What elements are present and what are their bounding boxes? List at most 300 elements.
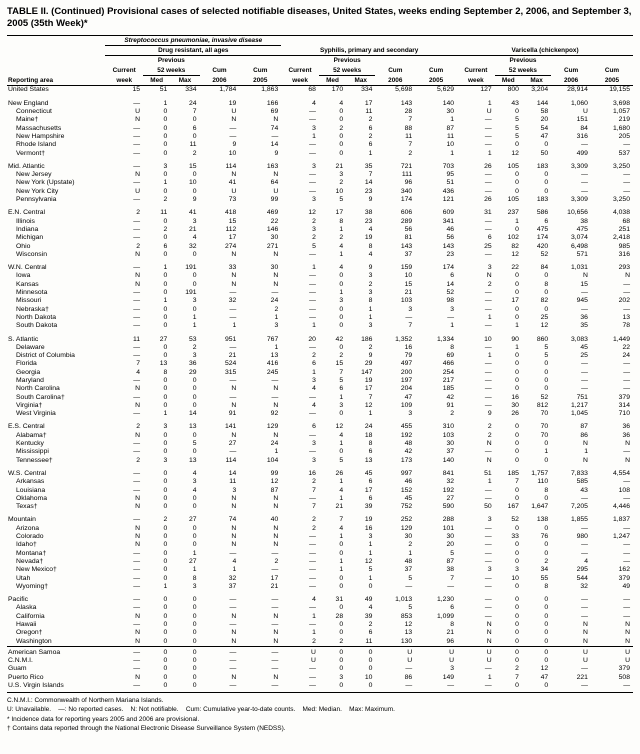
- value-cell: 0: [346, 682, 375, 693]
- value-cell: 537: [618, 149, 630, 157]
- value-cell: —: [133, 657, 141, 665]
- value-cell: 1: [312, 322, 316, 330]
- value-cell: 4: [339, 264, 344, 272]
- value-cell: 0: [163, 385, 168, 393]
- reporting-area-cell: Delaware: [16, 343, 45, 351]
- cum2006-label-g1: Cum: [212, 67, 227, 75]
- value-cell: —: [309, 431, 316, 439]
- value-cell: 1: [312, 368, 316, 376]
- value-cell: 7: [515, 673, 519, 681]
- value-cell: 4: [368, 225, 373, 233]
- value-cell: 0: [163, 132, 168, 140]
- value-cell: —: [309, 305, 316, 313]
- value-cell: 15: [132, 86, 141, 94]
- value-cell: 0: [515, 360, 519, 368]
- value-cell: —: [623, 305, 630, 313]
- value-cell: —: [484, 141, 492, 149]
- reporting-area-cell: Puerto Rico: [8, 673, 44, 681]
- value-cell: 192: [442, 486, 455, 494]
- value-cell: —: [484, 124, 492, 132]
- value-cell: 0: [163, 401, 168, 409]
- value-cell: —: [447, 582, 455, 590]
- value-cell: —: [229, 665, 237, 673]
- value-cell: 2: [368, 132, 373, 140]
- value-cell: 28: [335, 612, 344, 620]
- value-cell: 8: [544, 486, 549, 494]
- value-cell: 2: [368, 280, 373, 288]
- value-cell: 0: [515, 272, 519, 280]
- value-cell: 2: [312, 637, 316, 645]
- value-cell: 6: [368, 629, 373, 637]
- value-cell: 3,309: [570, 196, 588, 204]
- value-cell: 1: [368, 313, 373, 321]
- value-cell: 70: [540, 410, 549, 418]
- value-cell: 87: [580, 423, 588, 431]
- value-cell: 1: [312, 264, 316, 272]
- value-cell: 17: [364, 486, 373, 494]
- value-cell: 7: [192, 108, 197, 116]
- value-cell: 52: [540, 393, 549, 401]
- value-cell: U: [231, 108, 237, 116]
- value-cell: N: [231, 280, 237, 288]
- max-label-g3: Max: [522, 76, 551, 86]
- value-cell: 985: [618, 242, 630, 250]
- state-row: [7, 344, 633, 352]
- value-cell: 14: [446, 280, 455, 288]
- value-cell: 316: [576, 132, 588, 140]
- value-cell: —: [581, 141, 588, 149]
- value-cell: N: [625, 272, 630, 280]
- value-cell: —: [484, 171, 492, 179]
- value-cell: 12: [540, 322, 549, 330]
- value-cell: 1,863: [261, 86, 279, 94]
- state-row: [7, 621, 633, 629]
- reporting-area-cell: Louisiana: [16, 486, 46, 494]
- value-cell: 3: [192, 478, 197, 486]
- value-cell: —: [271, 132, 279, 140]
- value-cell: —: [484, 524, 492, 532]
- value-cell: 1,837: [612, 516, 630, 524]
- value-cell: 28,914: [567, 86, 588, 94]
- value-cell: —: [229, 124, 237, 132]
- reporting-area-cell: Vermont†: [16, 149, 46, 157]
- value-cell: 1: [312, 132, 316, 140]
- value-cell: N: [135, 637, 141, 645]
- value-cell: N: [231, 250, 237, 258]
- value-cell: 2: [163, 516, 168, 524]
- reporting-area-cell: Maryland: [16, 376, 44, 384]
- value-cell: 3: [163, 456, 168, 464]
- value-cell: 5: [408, 574, 413, 582]
- value-cell: 12: [270, 478, 279, 486]
- value-cell: N: [231, 385, 237, 393]
- region-row: [7, 674, 633, 682]
- value-cell: N: [135, 524, 141, 532]
- value-cell: 379: [618, 393, 630, 401]
- value-cell: N: [625, 637, 630, 645]
- value-cell: 6: [312, 423, 316, 431]
- value-cell: 0: [339, 322, 344, 330]
- value-cell: —: [581, 524, 588, 532]
- value-cell: —: [271, 621, 279, 628]
- reporting-area-cell: United States: [8, 86, 49, 94]
- value-cell: 8: [450, 343, 455, 351]
- value-cell: 0: [192, 596, 197, 604]
- value-cell: N: [583, 621, 588, 628]
- value-cell: 289: [400, 217, 413, 225]
- value-cell: 49: [364, 596, 373, 604]
- reporting-area-cell: W.N. Central: [8, 264, 47, 272]
- value-cell: —: [133, 313, 141, 321]
- spacer-cell: [457, 56, 495, 66]
- value-cell: 21: [446, 629, 455, 637]
- value-cell: 3: [408, 410, 413, 418]
- value-cell: 0: [163, 665, 168, 673]
- spacer-cell: [415, 56, 457, 66]
- value-cell: N: [135, 629, 141, 637]
- value-cell: 3: [312, 196, 316, 204]
- value-cell: N: [231, 494, 237, 502]
- value-cell: 3: [339, 401, 344, 409]
- value-cell: 7,205: [570, 503, 588, 511]
- value-cell: —: [133, 376, 141, 384]
- state-row: [7, 171, 633, 179]
- value-cell: —: [229, 549, 237, 557]
- value-cell: 3,074: [570, 234, 588, 242]
- value-cell: 3: [312, 440, 316, 448]
- reporting-area-header: Reporting area: [7, 35, 105, 86]
- region-row: [7, 204, 633, 217]
- value-cell: 0: [522, 646, 551, 657]
- value-cell: —: [271, 657, 279, 665]
- state-row: [7, 575, 633, 583]
- value-cell: 12: [511, 149, 519, 157]
- value-cell: 143: [400, 99, 413, 107]
- value-cell: 1: [450, 116, 455, 124]
- value-cell: 103: [400, 297, 413, 305]
- reporting-area-cell: Arkansas: [16, 478, 45, 486]
- value-cell: 3: [450, 305, 455, 313]
- value-cell: 2: [136, 242, 141, 250]
- value-cell: 0: [192, 393, 197, 401]
- value-cell: 0: [319, 682, 346, 693]
- cum2005-label-g3: Cum: [604, 67, 620, 75]
- value-cell: 76: [540, 533, 549, 541]
- reporting-area-cell: W.S. Central: [8, 469, 47, 477]
- value-cell: —: [229, 313, 237, 321]
- value-cell: —: [281, 682, 319, 693]
- value-cell: 11: [365, 637, 373, 645]
- footnote-provisional: * Incidence data for reporting years 2005 and 2006 are provisional.: [7, 715, 200, 723]
- value-cell: —: [133, 225, 141, 233]
- value-cell: 10: [404, 272, 413, 280]
- value-cell: 14: [189, 410, 197, 418]
- value-cell: 0: [192, 629, 197, 637]
- value-cell: 0: [163, 393, 168, 401]
- value-cell: 254: [442, 368, 455, 376]
- value-cell: 102: [507, 234, 519, 242]
- value-cell: 0: [544, 141, 549, 149]
- reporting-area-cell: Arizona: [16, 524, 40, 532]
- group3-title: Varicella (chickenpox): [457, 35, 633, 56]
- footnote-nedss: † Contains data reported through the National Electronic Disease Surveillance System (NEDSS).: [7, 724, 286, 732]
- value-cell: 3: [339, 171, 344, 179]
- value-cell: 30: [270, 264, 279, 272]
- value-cell: 33: [228, 264, 237, 272]
- value-cell: 5: [544, 352, 549, 360]
- value-cell: 174: [442, 264, 455, 272]
- reporting-area-cell: E.S. Central: [8, 423, 45, 431]
- value-cell: 17: [335, 209, 344, 217]
- value-cell: 5: [515, 124, 519, 132]
- value-cell: —: [309, 289, 316, 297]
- weeks52-label-g1: 52 weeks: [143, 66, 200, 76]
- value-cell: —: [309, 410, 316, 418]
- value-cell: 163: [266, 162, 279, 170]
- value-cell: 166: [266, 99, 279, 107]
- value-cell: 1: [163, 410, 168, 418]
- value-cell: 3: [274, 322, 279, 330]
- state-row: [7, 487, 633, 495]
- value-cell: 27: [228, 440, 237, 448]
- value-cell: 2: [368, 343, 373, 351]
- value-cell: 0: [339, 272, 344, 280]
- reporting-area-cell: C.N.M.I.: [8, 657, 33, 665]
- region-row: [7, 591, 633, 604]
- value-cell: 0: [163, 305, 168, 313]
- value-cell: —: [623, 289, 630, 297]
- value-cell: —: [623, 376, 630, 384]
- reporting-area-cell: Missouri: [16, 297, 42, 305]
- value-cell: 1: [487, 99, 492, 107]
- value-cell: 0: [163, 272, 168, 280]
- value-cell: 0: [163, 116, 168, 124]
- value-cell: 14: [364, 179, 373, 187]
- reporting-area-cell: Massachusetts: [16, 124, 62, 132]
- value-cell: 0: [515, 187, 519, 195]
- value-cell: 721: [400, 162, 413, 170]
- value-cell: —: [484, 393, 492, 401]
- value-cell: 0: [163, 187, 168, 195]
- value-cell: 1: [339, 250, 344, 258]
- value-cell: 0: [544, 629, 549, 637]
- value-cell: 15: [335, 360, 344, 368]
- value-cell: —: [229, 596, 237, 604]
- value-cell: —: [133, 596, 141, 604]
- value-cell: 0: [339, 574, 344, 582]
- value-cell: 140: [442, 99, 455, 107]
- reporting-area-cell: Illinois: [16, 217, 35, 225]
- value-cell: 192: [400, 431, 413, 439]
- value-cell: 0: [544, 368, 549, 376]
- value-cell: —: [484, 322, 492, 330]
- region-row: [7, 158, 633, 171]
- reporting-area-cell: New Jersey: [16, 171, 52, 179]
- value-cell: 25: [540, 313, 549, 321]
- reporting-area-cell: New England: [8, 99, 49, 107]
- year2005-label-g3: 2005: [591, 76, 633, 86]
- value-cell: 36: [622, 423, 630, 431]
- reporting-area-cell: Nebraska†: [16, 305, 49, 313]
- value-cell: —: [551, 682, 591, 693]
- value-cell: 3: [232, 486, 237, 494]
- value-cell: 101: [442, 524, 455, 532]
- value-cell: —: [457, 682, 495, 693]
- value-cell: 2,418: [612, 234, 630, 242]
- reporting-area-cell: Alabama†: [16, 431, 47, 439]
- value-cell: —: [133, 440, 141, 448]
- value-cell: 0: [163, 494, 168, 502]
- value-cell: —: [309, 574, 316, 582]
- value-cell: —: [133, 566, 141, 574]
- region-row: [7, 331, 633, 344]
- value-cell: 1: [487, 673, 492, 681]
- value-cell: 2: [339, 637, 344, 645]
- table-body: [7, 86, 633, 693]
- value-cell: 379: [618, 665, 630, 673]
- value-cell: 0: [515, 225, 519, 233]
- value-cell: —: [309, 116, 316, 124]
- value-cell: 0: [192, 621, 197, 628]
- value-cell: —: [484, 217, 492, 225]
- week-label-g2: week: [281, 76, 319, 86]
- value-cell: 0: [192, 376, 197, 384]
- value-cell: 15: [404, 280, 413, 288]
- value-cell: 26: [484, 196, 492, 204]
- value-cell: 1,855: [570, 516, 588, 524]
- value-cell: 19: [364, 516, 373, 524]
- value-cell: 3: [339, 673, 344, 681]
- value-cell: 853: [400, 612, 413, 620]
- value-cell: U: [310, 657, 316, 665]
- value-cell: —: [309, 108, 316, 116]
- value-cell: 147: [361, 368, 373, 376]
- value-cell: —: [581, 596, 588, 604]
- value-cell: N: [273, 612, 279, 620]
- value-cell: N: [625, 456, 630, 464]
- value-cell: 18: [364, 431, 373, 439]
- value-cell: 5: [544, 343, 549, 351]
- value-cell: 475: [536, 225, 549, 233]
- value-cell: 3: [192, 217, 197, 225]
- region-row: [7, 511, 633, 524]
- value-cell: 6: [192, 124, 197, 132]
- value-cell: 0: [163, 217, 168, 225]
- value-cell: —: [581, 179, 588, 187]
- previous-label-g1: Previous: [157, 57, 185, 65]
- value-cell: 217: [442, 376, 455, 384]
- value-cell: 1: [339, 533, 344, 541]
- state-row: [7, 289, 633, 297]
- value-cell: —: [581, 187, 588, 195]
- value-cell: 15: [580, 280, 588, 288]
- value-cell: N: [486, 637, 492, 645]
- value-cell: 1: [339, 494, 344, 502]
- value-cell: 6: [368, 448, 373, 456]
- value-cell: —: [229, 305, 237, 313]
- value-cell: 0: [163, 478, 168, 486]
- value-cell: —: [271, 289, 279, 297]
- value-cell: 0: [515, 385, 519, 393]
- value-cell: —: [484, 665, 492, 673]
- value-cell: 1: [192, 313, 197, 321]
- value-cell: 0: [544, 596, 549, 604]
- value-cell: 0: [339, 621, 344, 628]
- value-cell: —: [623, 557, 630, 565]
- value-cell: 30: [270, 234, 279, 242]
- value-cell: 945: [576, 297, 588, 305]
- value-cell: 9: [368, 196, 373, 204]
- value-cell: 92: [270, 410, 279, 418]
- value-cell: —: [581, 360, 588, 368]
- value-cell: N: [135, 673, 141, 681]
- value-cell: 4: [312, 99, 316, 107]
- value-cell: 87: [446, 557, 455, 565]
- value-cell: 90: [511, 335, 519, 343]
- group-title-row-1: [7, 35, 633, 45]
- value-cell: 0: [339, 665, 344, 673]
- value-cell: 9: [232, 141, 237, 149]
- value-cell: —: [405, 313, 413, 321]
- value-cell: 1: [274, 448, 279, 456]
- reporting-area-cell: Mountain: [8, 516, 36, 524]
- value-cell: 185: [442, 385, 455, 393]
- value-cell: —: [484, 116, 492, 124]
- state-row: [7, 116, 633, 124]
- value-cell: 0: [515, 596, 519, 604]
- value-cell: 0: [495, 646, 522, 657]
- value-cell: 0: [544, 171, 549, 179]
- value-cell: 2: [312, 352, 316, 360]
- cum2005-label-g2: Cum: [429, 67, 444, 75]
- value-cell: 170: [331, 86, 344, 94]
- value-cell: 5,698: [395, 86, 413, 94]
- value-cell: 30: [404, 533, 413, 541]
- value-cell: 96: [404, 179, 413, 187]
- value-cell: 0: [339, 582, 344, 590]
- value-cell: N: [486, 272, 492, 280]
- reporting-area-cell: Hawaii: [16, 621, 37, 628]
- value-cell: 6: [368, 124, 373, 132]
- value-cell: 36: [622, 431, 630, 439]
- value-cell: —: [133, 486, 141, 494]
- value-cell: 7: [339, 368, 344, 376]
- reporting-area-cell: California: [16, 612, 45, 620]
- state-row: [7, 410, 633, 418]
- value-cell: —: [309, 533, 316, 541]
- value-cell: —: [133, 141, 141, 149]
- value-cell: 10: [364, 673, 373, 681]
- value-cell: 46: [404, 478, 413, 486]
- value-cell: 0: [319, 646, 346, 657]
- year2006-label-g1: 2006: [200, 76, 240, 86]
- value-cell: —: [447, 313, 455, 321]
- value-cell: 162: [618, 566, 630, 574]
- value-cell: 0: [143, 682, 170, 693]
- value-cell: 32: [580, 582, 588, 590]
- value-cell: 37: [404, 250, 413, 258]
- reporting-area-cell: Colorado: [16, 533, 44, 541]
- value-cell: N: [273, 116, 279, 124]
- value-cell: 167: [507, 503, 519, 511]
- value-cell: 340: [400, 187, 413, 195]
- reporting-area-cell: Texas†: [16, 503, 38, 511]
- value-cell: 1: [312, 612, 316, 620]
- value-cell: 13: [159, 360, 168, 368]
- value-cell: —: [623, 187, 630, 195]
- value-cell: 590: [442, 503, 455, 511]
- value-cell: U: [281, 646, 319, 657]
